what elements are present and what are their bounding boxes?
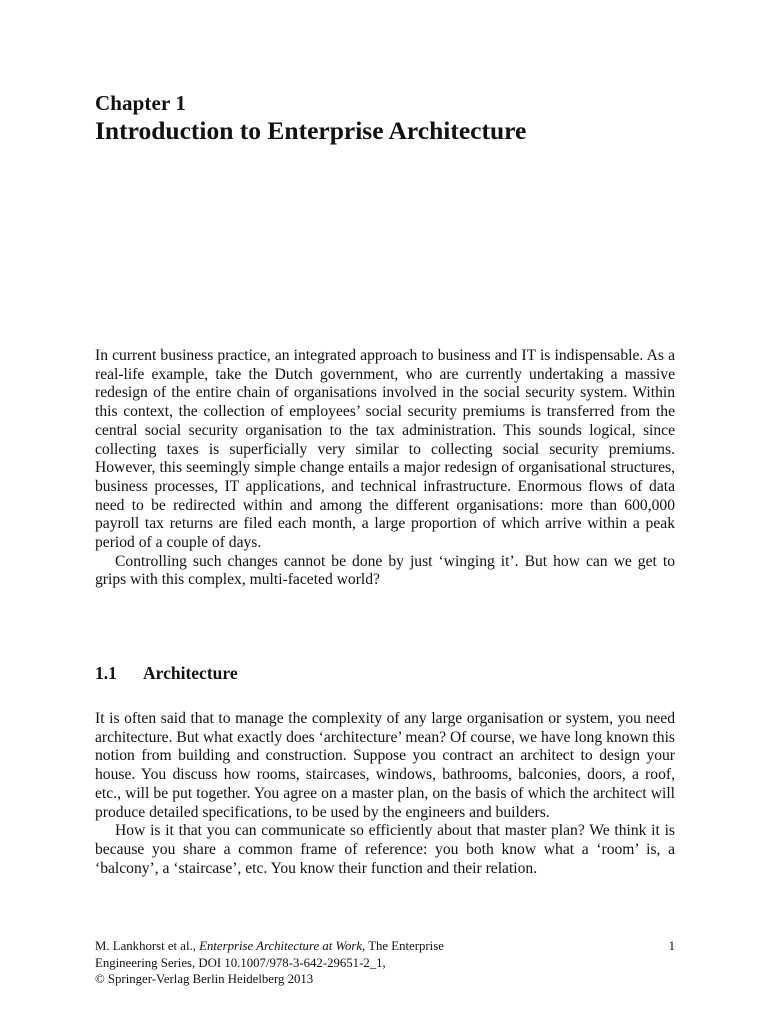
page-number: 1: [668, 939, 675, 953]
intro-text: [95, 347, 675, 590]
citation-line-1: [95, 938, 595, 955]
section-heading: [95, 663, 238, 684]
citation-series: , The Enterprise: [362, 939, 444, 953]
section-paragraph-1: It is often said that to manage the complexity of any large organisation or system, you need architecture. But what exactly does ‘architecture’ mean? Of course, we have long known this notion from building and construction. Suppose you contract an architect to design your house. You discuss how rooms, staircases, windows, bathrooms, balconies, doors, a roof, etc., will be put together. You agree on a master plan, on the basis of which the architect will produce detailed specifications, to be used by the engineers and builders.: [95, 710, 675, 821]
section-paragraph-2: How is it that you can communicate so efficiently about that master plan? We think it is because you share a common frame of reference: you both know what a ‘room’ is, a ‘balcony’, a ‘staircase’, etc. You know their function and their relation.: [95, 822, 675, 877]
citation-line-2: Engineering Series, DOI 10.1007/978-3-642-29651-2_1,: [95, 955, 386, 970]
section-title: Architecture: [143, 663, 238, 683]
section-text: [95, 710, 675, 878]
citation-book-title: Enterprise Architecture at Work: [199, 939, 363, 953]
page-footer: [95, 938, 675, 988]
citation-line-3: © Springer-Verlag Berlin Heidelberg 2013: [95, 972, 314, 986]
section-number: 1.1: [95, 663, 117, 683]
intro-paragraph-1: In current business practice, an integrated approach to business and IT is indispensable. As a real-life example, take the Dutch government, who are currently undertaking a massive redesign of the entire chain of organisations involved in the social security system. Within this context, the collection of employees’ social security premiums is transferred from the central social security organisation to the tax administration. This sounds logical, since collecting taxes is superficially very similar to collecting social security premiums. However, this seemingly simple change entails a major redesign of organisational structures, business processes, IT applications, and technical infrastructure. Enormous flows of data need to be redirected within and among the different organisations: more than 600,000 payroll tax returns are filed each month, a large proportion of which arrive within a peak period of a couple of days.: [95, 347, 675, 552]
citation-authors: M. Lankhorst et al.,: [95, 939, 200, 953]
intro-paragraph-2: Controlling such changes cannot be done by just ‘winging it’. But how can we get to grips with this complex, multi-faceted world?: [95, 552, 675, 589]
citation: [95, 938, 595, 988]
chapter-title: Introduction to Enterprise Architecture: [95, 116, 527, 145]
chapter-label: Chapter 1: [95, 91, 186, 115]
